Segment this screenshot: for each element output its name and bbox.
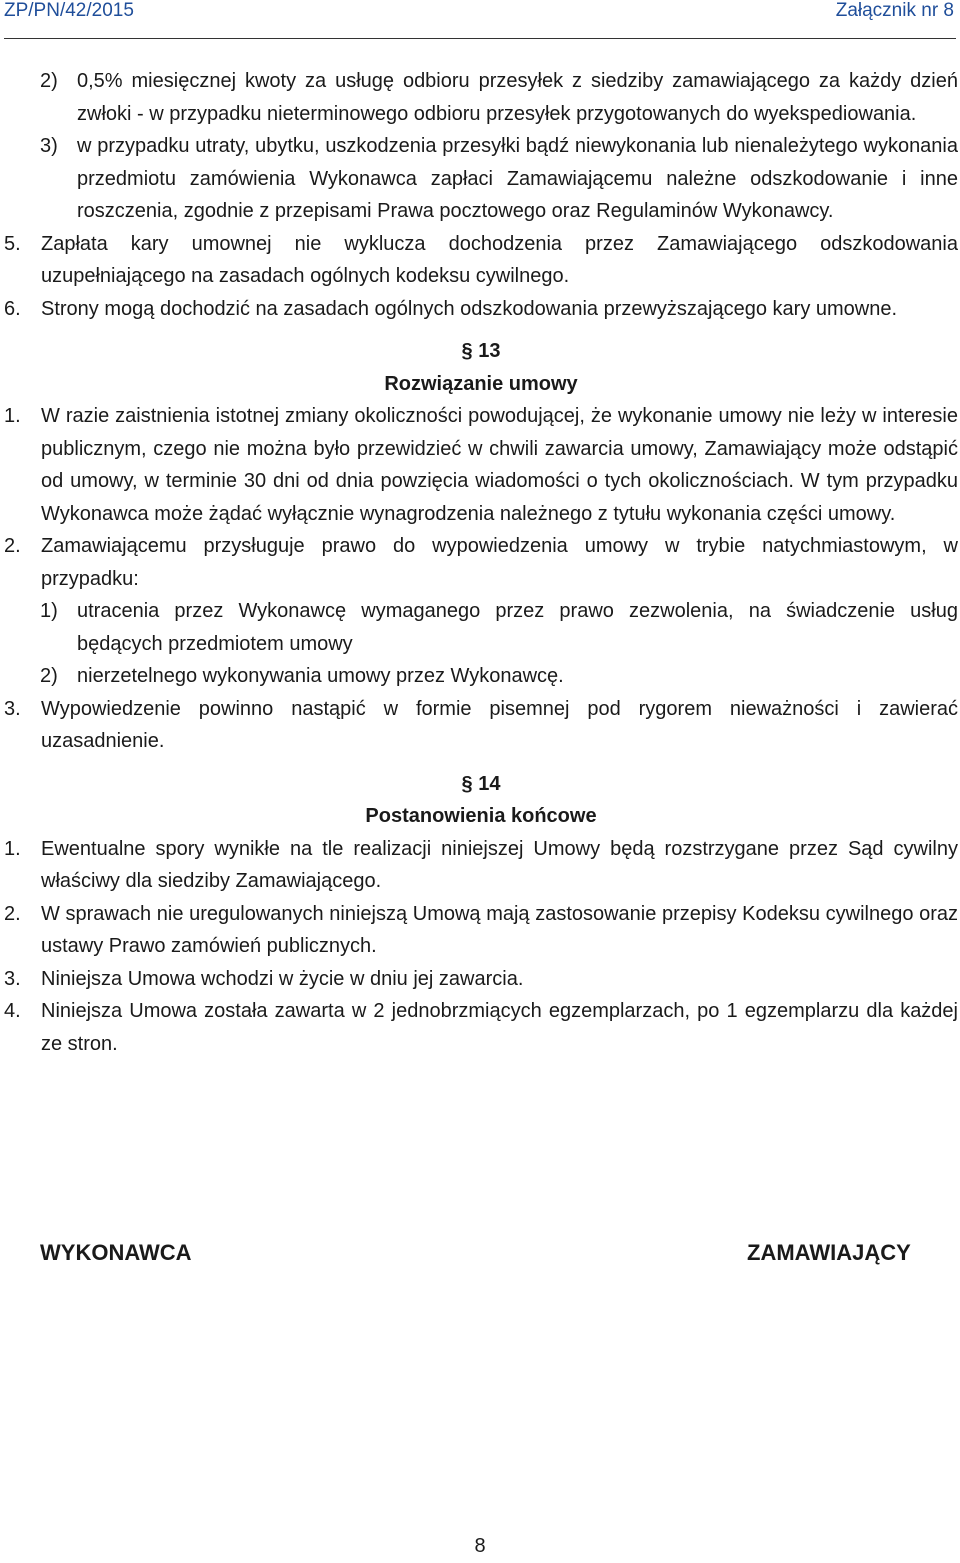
list-item: 2. W sprawach nie uregulowanych niniejszą Umową mają zastosowanie przepisy Kodeksu cywilnego oraz ustawy Prawo zamówień publicznych. (4, 902, 958, 957)
page-header (0, 0, 960, 40)
list-item: 2. Zamawiającemu przysługuje prawo do wypowiedzenia umowy w trybie natychmiastowym, w przypadku: (4, 535, 958, 590)
list-item: 3. Wypowiedzenie powinno nastąpić w formie pisemnej pod rygorem nieważności i zawierać uzasadnienie. (4, 697, 958, 752)
section-14-number: § 14 (461, 772, 501, 795)
list-item: 5. Zapłata kary umownej nie wyklucza dochodzenia przez Zamawiającego odszkodowania uzupełniającego na zasadach ogólnych kodeksu cywilnego. (4, 232, 958, 287)
client-signature-label: ZAMAWIAJĄCY (747, 1240, 911, 1265)
list-item: 6. Strony mogą dochodzić na zasadach ogólnych odszkodowania przewyższającego kary umowne. (4, 297, 898, 320)
section-13-number: § 13 (461, 340, 501, 362)
list-item: 3) w przypadku utraty, ubytku, uszkodzenia przesyłki bądź niewykonania lub nienależytego wykonania przedmiotu zamówienia Wykonawca zapłaci Zamawiającemu należne odszkodowanie i inne roszczenia, zgodnie z przepisami Prawa pocztowego oraz Regulaminów Wykonawcy. (40, 135, 958, 222)
list-item: 3. Niniejsza Umowa wchodzi w życie w dniu jej zawarcia. (4, 967, 524, 990)
document-reference: ZP/PN/42/2015 (4, 0, 134, 21)
page-number: 8 (474, 1535, 486, 1557)
attachment-label: Załącznik nr 8 (835, 0, 954, 21)
header-rule (4, 38, 956, 39)
contractor-signature-label: WYKONAWCA (40, 1240, 192, 1265)
list-item: 1. W razie zaistnienia istotnej zmiany okoliczności powodującej, że wykonanie umowy nie leży w interesie publicznym, czego nie można było przewidzieć w chwili zawarcia umowy, Zamawiający może odstąpić od umowy, w terminie 30 dni od dnia powzięcia wiadomości o tych okolicznościach. W tym przypadku Wykonawca może żądać wyłącznie wynagrodzenia należnego z tytułu wykonania części umowy. (4, 405, 958, 525)
list-item: 2) nierzetelnego wykonywania umowy przez Wykonawcę. (40, 665, 564, 687)
list-item: 4. Niniejsza Umowa została zawarta w 2 jednobrzmiących egzemplarzach, po 1 egzemplarzu dla każdej ze stron. (4, 1000, 958, 1055)
list-item: 2) 0,5% miesięcznej kwoty za usługę odbioru przesyłek z siedziby zamawiającego za każdy dzień zwłoki - w przypadku nieterminowego odbioru przesyłek przygotowanych do wyekspediowania. (40, 70, 958, 125)
document-body (4, 65, 958, 1060)
list-item: 1. Ewentualne spory wynikłe na tle realizacji niniejszej Umowy będą rozstrzygane przez Sąd cywilny właściwy dla siedziby Zamawiającego. (4, 837, 958, 892)
list-item: 1) utracenia przez Wykonawcę wymaganego przez prawo zezwolenia, na świadczenie usług będących przedmiotem umowy (40, 600, 958, 655)
section-13-title: Rozwiązanie umowy (384, 372, 578, 395)
section-14-title: Postanowienia końcowe (365, 805, 597, 827)
